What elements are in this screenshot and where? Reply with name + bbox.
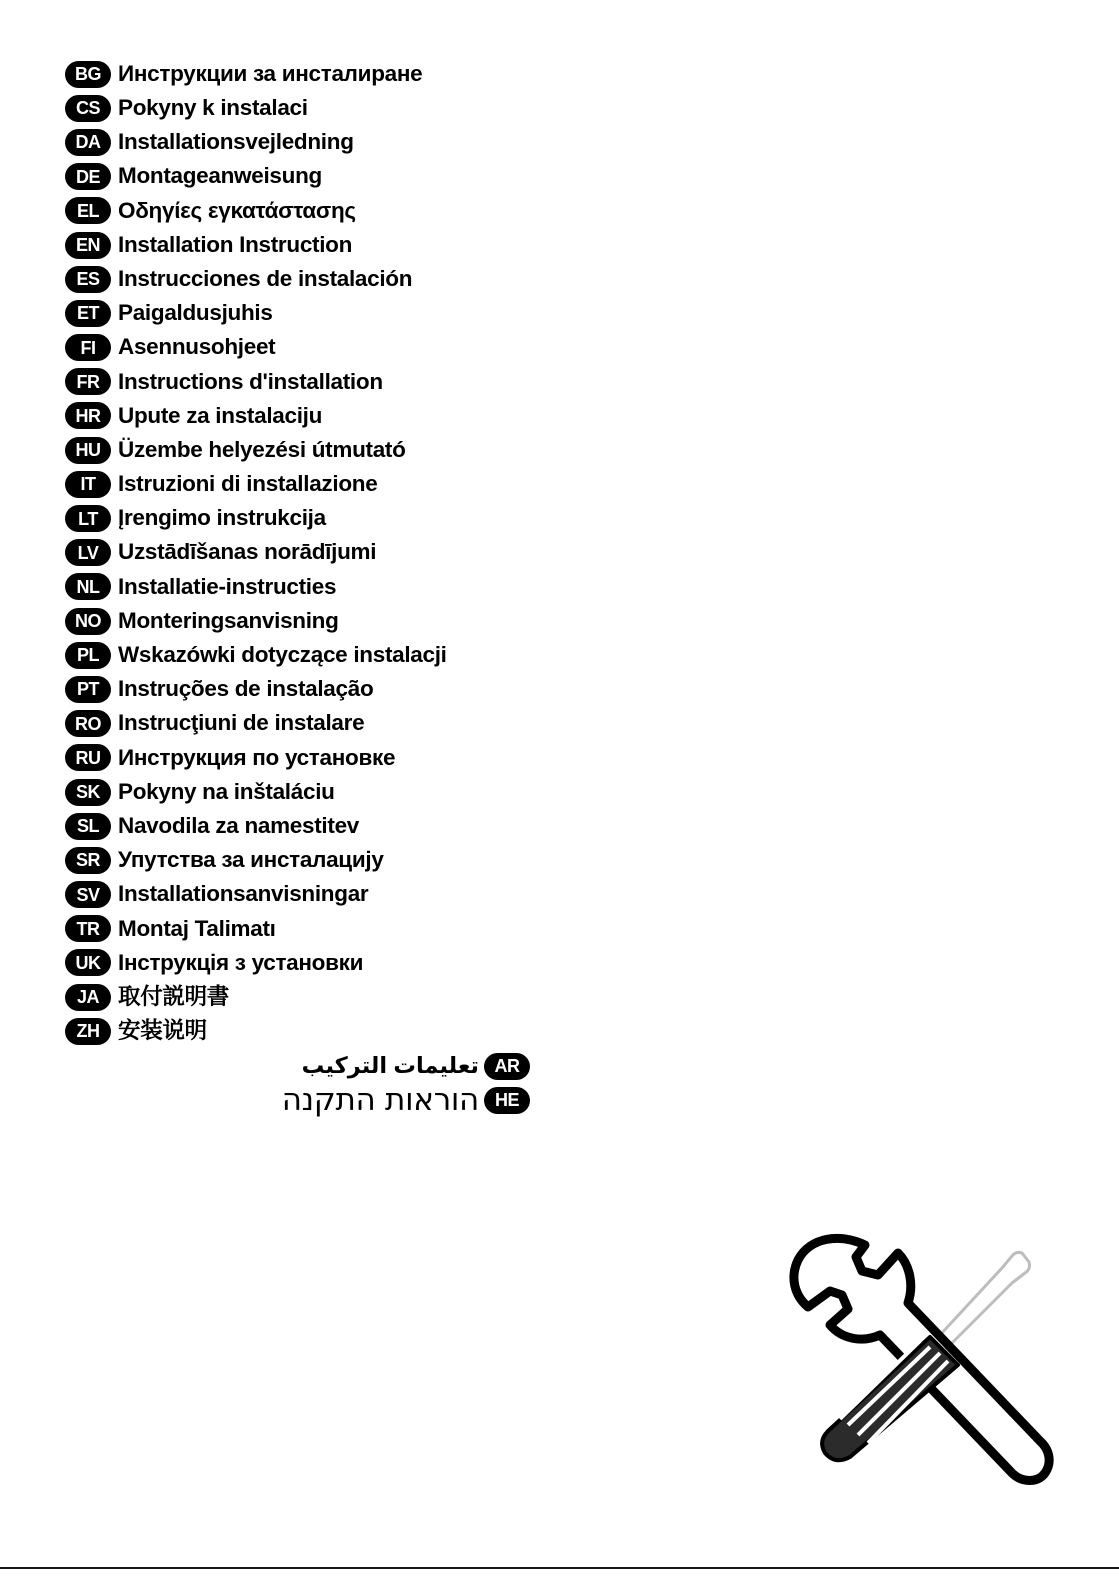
lang-row-hu [65,433,585,467]
lang-row-da [65,125,585,159]
lang-label-fr: Instructions d'installation [118,368,383,394]
lang-label-pl: Wskazówki dotyczące instalacji [118,642,447,668]
lang-row-sr [65,843,585,877]
lang-row-ru [65,741,585,775]
lang-label-da: Installationsvejledning [118,129,354,155]
lang-label-fi: Asennusohjeet [118,334,276,360]
lang-badge-cs: CS [65,95,111,122]
lang-row-el [65,194,585,228]
lang-label-de: Montageanweisung [118,163,322,189]
lang-label-es: Instrucciones de instalación [118,265,413,291]
lang-label-bg: Инструкции за инсталиране [118,60,423,86]
lang-badge-de: DE [65,163,111,190]
lang-badge-lv: LV [65,539,111,566]
lang-row-de [65,160,585,194]
lang-badge-da: DA [65,129,111,156]
wrench-screwdriver-icon [780,1225,1060,1495]
lang-row-sk [65,775,585,809]
lang-label-hu: Üzembe helyezési útmutató [118,436,406,462]
lang-badge-ro: RO [65,710,111,737]
lang-row-et [65,296,585,330]
lang-badge-it: IT [65,471,111,498]
lang-badge-hu: HU [65,437,111,464]
lang-label-sk: Pokyny na inštaláciu [118,778,335,804]
lang-row-uk [65,946,585,980]
lang-label-et: Paigaldusjuhis [118,300,273,326]
lang-row-nl [65,570,585,604]
lang-badge-en: EN [65,232,111,259]
lang-label-el: Οδηγίες εγκατάστασης [118,197,356,223]
lang-badge-et: ET [65,300,111,327]
lang-badge-ru: RU [65,744,111,771]
lang-label-cs: Pokyny k instalaci [118,95,308,121]
lang-badge-pl: PL [65,642,111,669]
lang-badge-ja: JA [65,984,111,1011]
lang-badge-ar: AR [484,1053,530,1080]
lang-badge-no: NO [65,608,111,635]
lang-row-zh [65,1014,585,1048]
lang-row-lv [65,536,585,570]
lang-badge-bg: BG [65,61,111,88]
lang-label-en: Installation Instruction [118,231,353,257]
lang-badge-pt: PT [65,676,111,703]
lang-badge-sl: SL [65,813,111,840]
lang-row-ro [65,707,585,741]
lang-label-pt: Instruções de instalação [118,676,374,702]
lang-row-ar [230,1049,530,1083]
lang-label-hr: Upute za instalaciju [118,402,323,428]
lang-badge-fr: FR [65,368,111,395]
lang-badge-tr: TR [65,915,111,942]
lang-label-ja: 取付説明書 [118,983,230,1009]
lang-badge-el: EL [65,197,111,224]
lang-row-cs [65,91,585,125]
lang-row-bg [65,57,585,91]
lang-label-no: Monteringsanvisning [118,607,339,633]
lang-label-nl: Installatie-instructies [118,573,337,599]
lang-label-uk: Інструкція з установки [118,949,364,975]
language-list [65,57,585,1048]
lang-badge-he: HE [484,1087,530,1114]
lang-label-sl: Navodila za namestitev [118,812,359,838]
lang-badge-nl: NL [65,573,111,600]
lang-row-pl [65,638,585,672]
lang-label-he: הוראות התקנה [281,1081,479,1118]
lang-row-no [65,604,585,638]
lang-badge-sv: SV [65,881,111,908]
lang-row-fi [65,331,585,365]
lang-label-zh: 安装说明 [118,1018,207,1044]
lang-row-pt [65,672,585,706]
lang-badge-sr: SR [65,847,111,874]
lang-label-sv: Installationsanvisningar [118,881,369,907]
lang-label-lt: Įrengimo instrukcija [118,505,326,531]
lang-badge-zh: ZH [65,1018,111,1045]
lang-row-sl [65,809,585,843]
screwdriver-shaft [940,1252,1030,1345]
lang-badge-sk: SK [65,779,111,806]
lang-label-lv: Uzstādīšanas norādījumi [118,539,377,565]
lang-label-ar: تعليمات التركيب [301,1052,479,1078]
lang-badge-uk: UK [65,949,111,976]
lang-row-tr [65,912,585,946]
lang-row-es [65,262,585,296]
lang-badge-fi: FI [65,334,111,361]
lang-row-hr [65,399,585,433]
lang-label-it: Istruzioni di installazione [118,471,378,497]
lang-row-sv [65,878,585,912]
lang-badge-hr: HR [65,402,111,429]
lang-label-sr: Упутства за инсталацију [118,847,384,873]
lang-badge-es: ES [65,266,111,293]
lang-label-ru: Инструкция по установке [118,744,396,770]
lang-row-fr [65,365,585,399]
lang-row-he [230,1083,530,1117]
lang-row-en [65,228,585,262]
lang-row-lt [65,501,585,535]
bottom-divider [0,1567,1119,1569]
lang-label-ro: Instrucţiuni de instalare [118,710,365,736]
lang-label-tr: Montaj Talimatı [118,915,276,941]
lang-row-it [65,467,585,501]
rtl-language-list [230,1049,530,1117]
lang-row-ja [65,980,585,1014]
lang-badge-lt: LT [65,505,111,532]
